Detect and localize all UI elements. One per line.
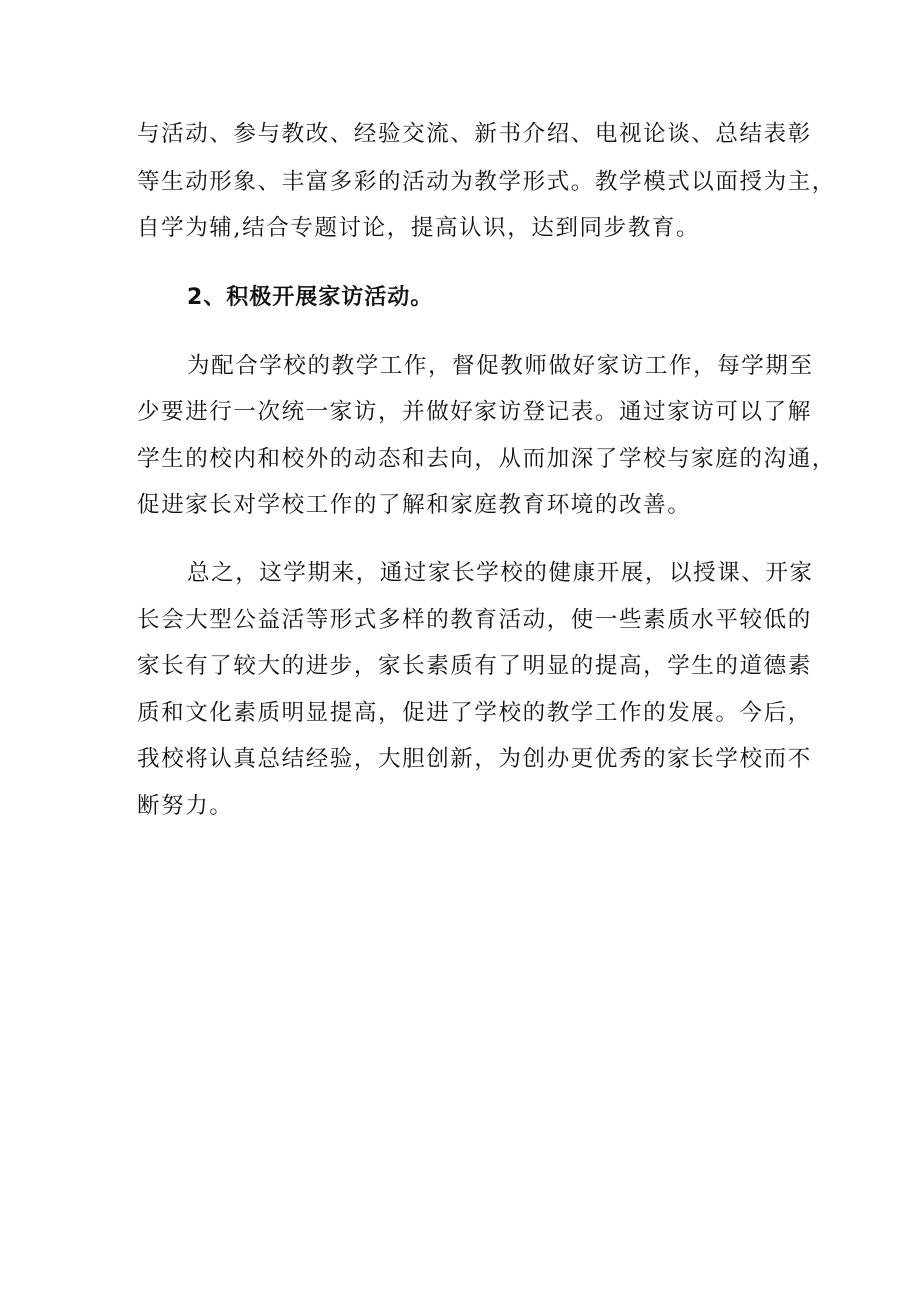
paragraph-line: 自学为辅,结合专题讨论，提高认识，达到同步教育。 bbox=[137, 215, 701, 241]
paragraph-line: 家长有了较大的进步，家长素质有了明显的提高，学生的道德素 bbox=[137, 653, 812, 679]
paragraph-line: 促进家长对学校工作的了解和家庭教育环境的改善。 bbox=[137, 492, 692, 518]
paragraph-line: 断努力。 bbox=[137, 793, 234, 819]
paragraph-line: 总之，这学期来，通过家长学校的健康开展，以授课、开家 bbox=[187, 560, 814, 586]
paragraph-line: 与活动、参与教改、经验交流、新书介绍、电视论谈、总结表彰 bbox=[137, 121, 812, 147]
paragraph-line: 长会大型公益活等形式多样的教育活动，使一些素质水平较低的 bbox=[137, 607, 812, 633]
paragraph-line: 为配合学校的教学工作，督促教师做好家访工作，每学期至 bbox=[187, 353, 814, 379]
section-heading: 2、积极开展家访活动。 bbox=[187, 285, 434, 310]
paragraph-line: 少要进行一次统一家访，并做好家访登记表。通过家访可以了解 bbox=[137, 399, 812, 425]
paragraph-line: 我校将认真总结经验，大胆创新，为创办更优秀的家长学校而不 bbox=[137, 746, 812, 772]
paragraph-line: 等生动形象、丰富多彩的活动为教学形式。教学模式以面授为主， bbox=[137, 169, 836, 195]
paragraph-line: 学生的校内和校外的动态和去向，从而加深了学校与家庭的沟通， bbox=[137, 446, 836, 472]
paragraph-line: 质和文化素质明显提高，促进了学校的教学工作的发展。今后， bbox=[137, 700, 812, 726]
